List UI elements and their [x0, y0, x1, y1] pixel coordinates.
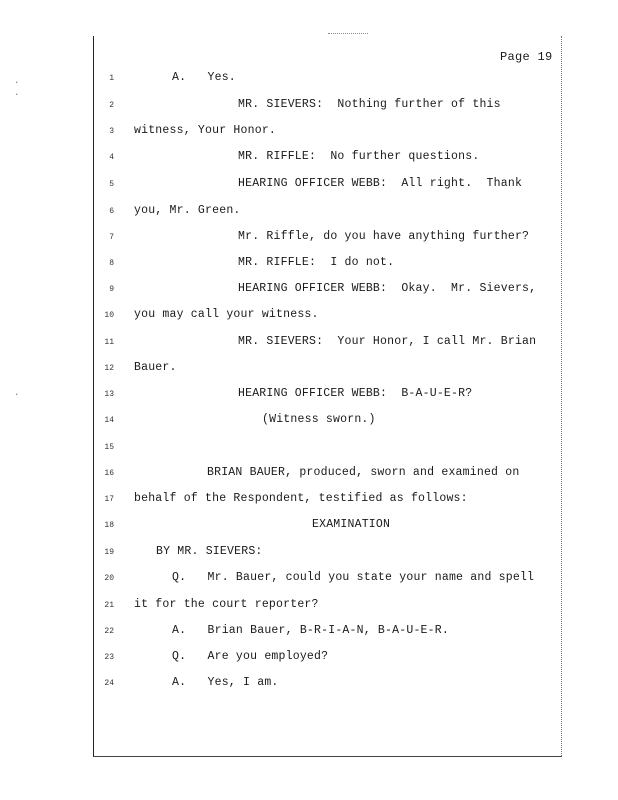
line-number: 15 — [104, 443, 114, 452]
line-number: 19 — [104, 548, 114, 557]
line-text: Q. Are you employed? — [172, 650, 329, 663]
line-text: HEARING OFFICER WEBB: All right. Thank — [238, 177, 523, 190]
transcript-line — [0, 98, 618, 118]
line-text: MR. SIEVERS: Your Honor, I call Mr. Brian — [238, 335, 537, 348]
line-text: Q. Mr. Bauer, could you state your name and spell — [172, 571, 535, 584]
line-text: HEARING OFFICER WEBB: B-A-U-E-R? — [238, 387, 473, 400]
transcript-line — [0, 598, 618, 618]
line-number: 18 — [104, 521, 114, 530]
transcript-line — [0, 150, 618, 170]
line-text: witness, Your Honor. — [134, 124, 277, 137]
line-number: 14 — [104, 416, 114, 425]
transcript-line — [0, 71, 618, 91]
page-number: Page 19 — [500, 50, 553, 64]
line-number: 3 — [109, 127, 114, 136]
line-text: BRIAN BAUER, produced, sworn and examined on — [207, 466, 520, 479]
line-number: 6 — [109, 207, 114, 216]
transcript-line — [0, 308, 618, 328]
line-number: 11 — [104, 338, 114, 347]
scan-artifact: · — [14, 90, 20, 100]
line-text: behalf of the Respondent, testified as follows: — [134, 492, 468, 505]
line-text: A. Yes. — [172, 71, 236, 84]
line-number: 17 — [104, 495, 114, 504]
line-text: BY MR. SIEVERS: — [156, 545, 263, 558]
line-number: 22 — [104, 627, 114, 636]
scan-artifact: · — [14, 390, 20, 400]
line-number: 1 — [109, 74, 114, 83]
line-number: 7 — [109, 233, 114, 242]
transcript-line — [0, 230, 618, 250]
line-text: A. Yes, I am. — [172, 676, 279, 689]
line-number: 10 — [104, 311, 114, 320]
line-number: 2 — [109, 101, 114, 110]
transcript-line — [0, 387, 618, 407]
transcript-line — [0, 492, 618, 512]
line-text: MR. RIFFLE: I do not. — [238, 256, 395, 269]
line-text: HEARING OFFICER WEBB: Okay. Mr. Sievers, — [238, 282, 537, 295]
line-text: MR. RIFFLE: No further questions. — [238, 150, 480, 163]
transcript-line — [0, 361, 618, 381]
transcript-line — [0, 676, 618, 696]
line-number: 21 — [104, 601, 114, 610]
transcript-line — [0, 650, 618, 670]
transcript-line — [0, 335, 618, 355]
transcript-line — [0, 545, 618, 565]
transcript-line — [0, 518, 618, 538]
line-number: 24 — [104, 679, 114, 688]
scan-artifact: · — [14, 78, 20, 88]
transcript-line — [0, 282, 618, 302]
line-text: EXAMINATION — [312, 518, 391, 531]
line-text: A. Brian Bauer, B-R-I-A-N, B-A-U-E-R. — [172, 624, 449, 637]
line-number: 8 — [109, 259, 114, 268]
line-number: 9 — [109, 285, 114, 294]
line-number: 20 — [104, 574, 114, 583]
line-text: (Witness sworn.) — [262, 413, 376, 426]
transcript-line — [0, 204, 618, 224]
transcript-line — [0, 177, 618, 197]
line-number: 12 — [104, 364, 114, 373]
scan-artifact — [328, 33, 368, 36]
transcript-line — [0, 413, 618, 433]
line-text: Bauer. — [134, 361, 177, 374]
line-number: 5 — [109, 180, 114, 189]
line-number: 16 — [104, 469, 114, 478]
line-number: 4 — [109, 153, 114, 162]
transcript-line — [0, 124, 618, 144]
transcript-line — [0, 440, 618, 460]
line-text: you may call your witness. — [134, 308, 319, 321]
line-number: 13 — [104, 390, 114, 399]
line-text: Mr. Riffle, do you have anything further? — [238, 230, 530, 243]
line-text: MR. SIEVERS: Nothing further of this — [238, 98, 501, 111]
line-text: you, Mr. Green. — [134, 204, 241, 217]
line-text: it for the court reporter? — [134, 598, 319, 611]
transcript-line — [0, 624, 618, 644]
transcript-line — [0, 571, 618, 591]
transcript-line — [0, 256, 618, 276]
line-number: 23 — [104, 653, 114, 662]
transcript-line — [0, 466, 618, 486]
